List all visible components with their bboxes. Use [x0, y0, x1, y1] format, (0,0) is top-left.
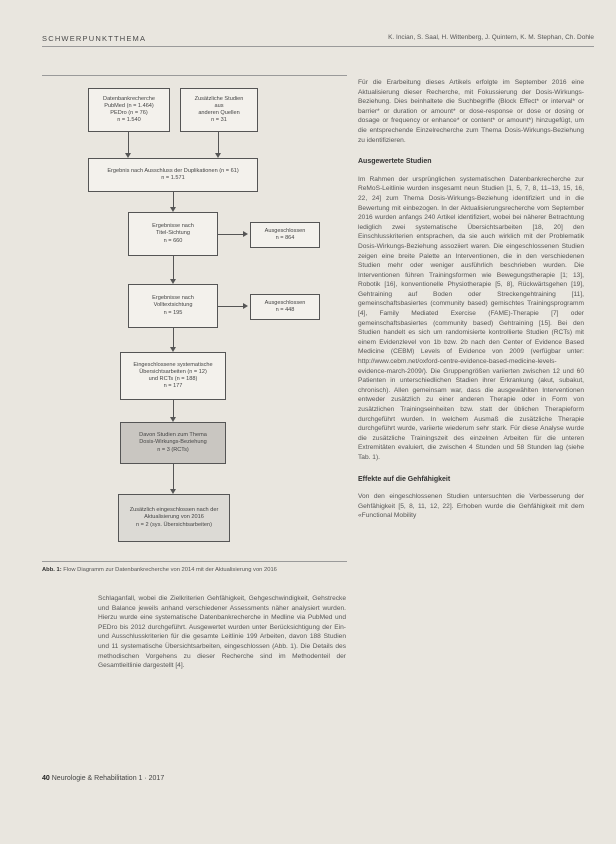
connector	[218, 306, 244, 307]
arrow-right-icon	[243, 303, 248, 309]
journal-name: Neurologie & Rehabilitation 1 · 2017	[51, 775, 165, 782]
page-footer	[42, 775, 164, 782]
header-rule	[42, 46, 594, 47]
connector	[173, 464, 174, 492]
caption-rule	[42, 561, 347, 562]
figure-caption-text: Flow Diagramm zur Datenbankrecherche von 2014 mit der Aktualisierung von 2016	[63, 567, 277, 573]
flow-box-database-search: Datenbankrecherche PubMed (n = 1.464) PEDro (n = 76) n = 1.540	[88, 88, 170, 132]
left-column	[98, 594, 346, 671]
figure-caption	[42, 566, 332, 574]
connector	[218, 234, 244, 235]
section-title: SCHWERPUNKTTHEMA	[42, 34, 147, 43]
page-number: 40	[42, 775, 50, 782]
figure-top-rule	[42, 75, 347, 76]
flow-box-excluded-2: Ausgeschlossen n = 448	[250, 294, 320, 320]
body-paragraph-gait: Von den eingeschlossenen Studien untersuchten die Verbesserung der Gehfähigkeit [5, 8, 11, 12, 22]. Erhoben wurde die Gehfähigkeit mit dem «Functional Mobility	[358, 493, 584, 520]
flow-box-title-screening: Ergebnisse nach Titel-Sichtung n = 660	[128, 212, 218, 256]
flow-box-dose-response-studies: Davon Studien zum Thema Dosis-Wirkungs-Beziehung n = 3 (RCTs)	[120, 422, 226, 464]
section-heading-gait: Effekte auf die Gehfähigkeit	[358, 475, 451, 483]
figure-label: Abb. 1:	[42, 567, 62, 573]
flow-box-fulltext-screening: Ergebnisse nach Volltextsichtung n = 195	[128, 284, 218, 328]
right-column	[358, 78, 584, 521]
author-line: K. Incian, S. Saal, H. Wittenberg, J. Quintern, K. M. Stephan, Ch. Dohle	[388, 34, 594, 41]
body-paragraph-intro: Für die Erarbeitung dieses Artikels erfolgte im September 2016 eine Aktualisierung dieser Recherche, mit Fokussierung der Dosis-Wirkungs-Beziehung. Dies beinhaltete die Suchbegriffe (Block Effect* or interval* or barrier* or duration or amount* or dose-response or dose or dosing or dosage or frequency or enhance* or content* or amount*) hinzugefügt, um die entsprechende Einzelrecherche zum Thema Dosis-Wirkungs-Beziehung zu identifizieren.	[358, 79, 584, 144]
body-paragraph: Schlaganfall, wobei die Zielkriterien Gehfähigkeit, Gehgeschwindigkeit, Gehstrecke und Balance jeweils anhand verschiedener Assessments näher analysiert wurden. Hierzu wurde eine systematische Datenbankrecherche in Medline via PubMed und PEDro bis 2012 durchgeführt. Ausgewertet wurden unter Berücksichtigung der Ein- und Ausschlusskriterien für die gesamte Leitlinie 199 Arbeiten, davon 188 Studien und 11 systematische Übersichtsarbeiten, eingeschlossen (Abb. 1). Die Details des methodischen Vorgehens zu dieser Recherche sind im Methodenteil der Gesamtleitlinie dargestellt [4].	[98, 595, 346, 670]
arrow-right-icon	[243, 231, 248, 237]
flow-box-duplicates-removed: Ergebnis nach Ausschluss der Duplikationen (n = 61) n = 1.571	[88, 158, 258, 192]
flow-box-included: Eingeschlossene systematische Übersichtsarbeiten (n = 12) und RCTs (n = 188) n = 177	[120, 352, 226, 400]
flow-box-additional-sources: Zusätzliche Studien aus anderen Quellen n = 31	[180, 88, 258, 132]
section-heading-studies: Ausgewertete Studien	[358, 158, 432, 166]
flow-box-update-2016: Zusätzlich eingeschlossen nach der Aktualisierung von 2016 n = 2 (sys. Übersichtsarbeiten)	[118, 494, 230, 542]
flow-box-excluded-1: Ausgeschlossen n = 864	[250, 222, 320, 248]
body-paragraph-studies: Im Rahmen der ursprünglichen systematischen Datenbankrecherche zur ReMoS-Leitlinie wurden insgesamt neun Studien [1, 5, 7, 8, 11–13, 15, 16, 22, 24] zum Thema Dosis-Wirkungs-Beziehung identifiziert und in die Bewertung mit einbezogen. In der Aktualisierungsrecherche vom September 2016 wurden anfangs 240 Artikel identifiziert, wobei bei näherer Betrachtung lediglich zwei systematische Übersichtsarbeiten [18, 20] den Einschlusskriterien entsprachen, da sie auch wirklich mit der Problematik Dosis-Wirkungs-Beziehung assoziiert waren. Die eingeschlossenen Studien zeigen eine breite Palette an Interventionen, die in den verschiedenen Studien mehr oder weniger ausführlich beschrieben wurden. Die Interventionen führen Trainingsformen wie Bewegungstherapie [1; 13], Robotik [16], konventionelle Physiotherapie [5, 8], Rückwärtsgehen [19], Gehtraining auf Boden oder Streckengehtraining [11], gemeinschaftsbasiertes (community based) gemischtes Trainingsprogramm [4], Family Mediated Exercise (FAME)-Therapie [7] oder gemeinschaftsbasiertes (community based) Gehtraining [15]. Bei den Studien handelt es sich um randomisierte kontrollierte Studien (RCTs) mit einem Evidenzlevel von 1b bzw. 2b nach den Center of Evidence Based Medicine (CEBM) Levels of Evidence von 2009 (verfügbar unter: http://www.cebm.net/oxford-centre-evidence-based-medicine-levels-evidence-march-2009/). Die Gruppengrößen variierten zwischen 12 und 60 Patienten in unterschiedlichen Stadien ihrer Erkrankung (akut, subakut, chronisch). Allen gemeinsam war, dass die ausgewählten Interventionen entweder zusätzlich zu einer anderen Therapie oder in Form von zusätzlichen Trainingseinheiten bzw. statt der üblichen Therapieform durchgeführt wurden. In welchem Ausmaß die zusätzliche Therapie durchgeführt wurde, variierte wiederum sehr stark. Für diese Analyse wurde die zusätzliche Trainingszeit des einzelnen Arbeiten für die unteren Extremitäten evaluiert, die zwischen 4 Stunden und 58 Stunden lag (siehe Tab. 1).	[358, 175, 584, 461]
